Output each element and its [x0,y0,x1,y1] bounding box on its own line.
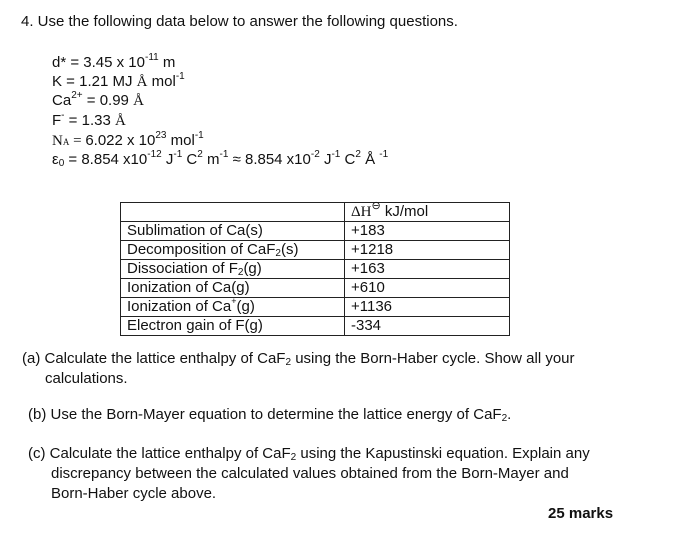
table-cell-process: Decomposition of CaF$_2$(s) [121,241,345,260]
table-row [121,260,510,279]
constant-d-star: d* = 3.45 x $10^{-11}$ m [52,52,176,71]
part-c-line3: Born-Haber cycle above. [51,485,217,502]
constant-ca-radius: $Ca^{2+} = 0.99$ Å [52,90,144,109]
table-cell-process: Ionization of Ca+(g) [121,298,345,317]
table-cell-value: +1218 [345,241,510,260]
table-cell-process: Ionization of Ca(g) [121,279,345,298]
table-cell-process: Dissociation of $F_2(g)$ [121,260,345,279]
table-row [121,317,510,336]
constant-permittivity: $\varepsilon_0 = 8.854$ $x10^{-12}$ $J^{-1}$ $C^2$ $m^{-1} \approx 8.854$ $x10^{-2}$ $J^{-1}$ $C^2$ Å $^{-1}$ [52,149,389,169]
constant-k: K = 1.21 MJ Å mol$^{-1}$ [52,71,185,90]
table-cell-value: +610 [345,279,510,298]
part-c-line1: (c) Calculate the lattice enthalpy of CaF$_2$ using the Kapustinski equation. Explain any [28,445,590,463]
total-marks: 25 marks [548,505,614,522]
part-c-line2: discrepancy between the calculated values obtained from the Born-Mayer and [51,465,569,482]
table-header-enthalpy: ΔH⊖ kJ/mol [345,203,510,222]
table-row [121,241,510,260]
table-row [121,279,510,298]
table-row [121,222,510,241]
table-cell-value: +183 [345,222,510,241]
part-a-line2: calculations. [45,370,128,387]
table-cell-value: +163 [345,260,510,279]
part-a-line1: (a) Calculate the lattice enthalpy of CaF$_2$ using the Born-Haber cycle. Show all your [22,350,575,368]
part-b: (b) Use the Born-Mayer equation to determine the lattice energy of CaF$_2$. [28,406,512,424]
table-cell-process: Sublimation of Ca(s) [121,222,345,241]
constant-avogadro: NA = 6.022 x $10^{23}$ mol$^{-1}$ [52,130,204,149]
enthalpy-data-table [120,202,510,336]
table-cell-value: -334 [345,317,510,336]
table-header-blank [121,203,345,222]
table-row [121,298,510,317]
table-header-row [121,203,510,222]
table-cell-process: Electron gain of F(g) [121,317,345,336]
part-a [22,349,662,389]
question-heading: 4. Use the following data below to answer the following questions. [21,13,458,30]
table-cell-value: +1136 [345,298,510,317]
constant-f-radius: F- = 1.33 Å [52,110,126,129]
part-c [28,444,668,504]
